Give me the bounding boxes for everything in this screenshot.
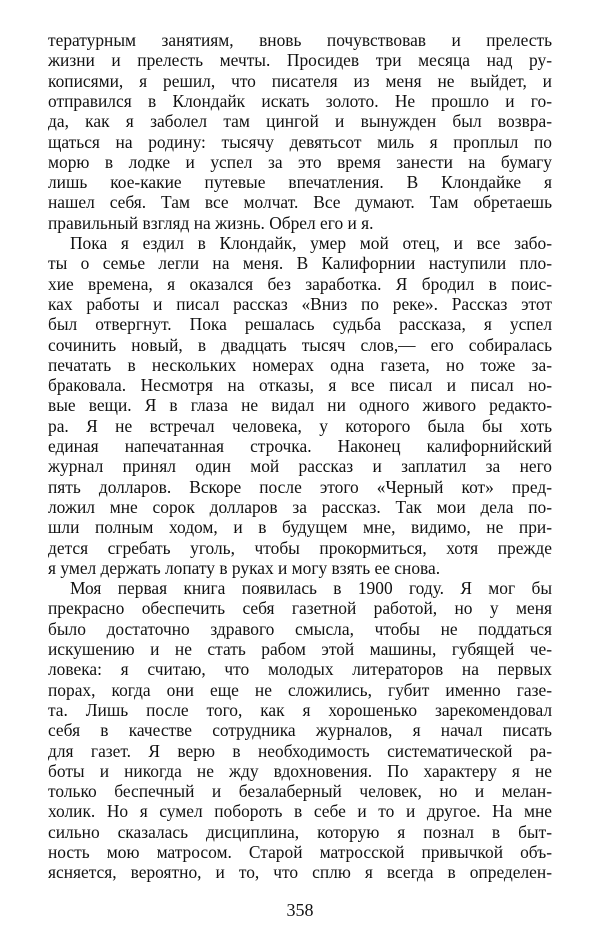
text-line: дется сгребать уголь, чтобы прокормиться, хотя прежде (48, 537, 552, 558)
text-line: та. Лишь после того, как я хорошенько зарекомендовал (48, 699, 552, 720)
text-line: сильно сказалась дисциплина, которую я познал в быт- (48, 821, 552, 842)
text-line: было достаточно здравого смысла, чтобы не поддаться (48, 618, 552, 639)
text-line: только беспечный и безалаберный человек, но и мелан- (48, 781, 552, 802)
text-line: пять долларов. Вскоре после этого «Черный кот» пред- (48, 476, 552, 497)
text-line: морю в лодке и успел за это время занести на бумагу (48, 151, 552, 172)
text-line: я умел держать лопату в руках и могу взять ее снова. (48, 557, 441, 578)
text-line: был отвергнут. Пока решалась судьба рассказа, я успел (48, 314, 552, 335)
page-number: 358 (286, 900, 314, 920)
text-line: себя в качестве сотрудника журналов, я начал писать (48, 720, 552, 741)
text-line: кописями, я решил, что писателя из меня не выйдет, и (48, 70, 552, 91)
text-line: боты и никогда не жду вдохновения. По характеру я не (48, 760, 552, 781)
text-line: порах, когда они еще не сложились, губит именно газе- (48, 679, 552, 700)
text-line: единая напечатанная строчка. Наконец калифорнийский (48, 436, 552, 456)
text-line: ность мою матросом. Старой матросской привычкой объ- (48, 842, 552, 862)
text-line: отправился в Клондайк искать золото. Не прошло и го- (48, 90, 552, 111)
text-line: печатать в нескольких номерах одна газета, но тоже за- (48, 354, 552, 375)
text-line: ясняется, вероятно, и то, что сплю я всегда в определен- (48, 862, 552, 883)
text-line: ты о семье легли на меня. В Калифорнии наступили пло- (48, 253, 552, 274)
text-line: жизни и прелесть мечты. Просидев три месяца над ру- (48, 50, 552, 71)
text-line: холик. Но я сумел побороть в себе и то и другое. На мне (48, 801, 552, 822)
text-line: сочинить новый, в двадцать тысяч слов,— его собиралась (48, 334, 552, 355)
text-line: для газет. Я верю в необходимость систематической ра- (48, 740, 552, 761)
text-line: журнал принял один мой рассказ и заплатил за него (48, 456, 552, 477)
paragraph-first-line: Моя первая книга появилась в 1900 году. Я мог бы (70, 578, 552, 599)
paragraph-first-line: Пока я ездил в Клондайк, умер мой отец, и все забо- (70, 233, 552, 253)
text-line: ловека: я считаю, что молодых литераторов на первых (48, 659, 552, 680)
text-line: вые вещи. Я в глаза не видал ни одного живого редакто- (48, 395, 552, 416)
text-line: нашел себя. Там все молчат. Все думают. Там обретаешь (48, 192, 552, 213)
text-line: искушению и не стать рабом этой машины, губящей че- (48, 639, 552, 659)
text-line: ра. Я не встречал человека, у которого была бы хоть (48, 415, 552, 436)
text-line: лишь кое-какие путевые впечатления. В Клондайке я (48, 172, 552, 193)
text-line: тературным занятиям, вновь почувствовав и прелесть (48, 30, 552, 50)
text-line: прекрасно обеспечить себя газетной работой, но у меня (48, 598, 552, 619)
text-line: браковала. Несмотря на отказы, я все писал и писал но- (48, 375, 552, 396)
text-line: да, как я заболел там цингой и вынужден был возвра- (48, 111, 552, 132)
text-line: ложил мне сорок долларов за рассказ. Так мои дела по- (48, 496, 552, 517)
text-line: щаться на родину: тысячу девятьсот миль я проплыл по (48, 131, 552, 152)
text-line: хие времена, я оказался без заработка. Я бродил в поис- (48, 273, 552, 294)
text-line: ках работы и писал рассказ «Вниз по реке». Рассказ этот (48, 293, 552, 314)
text-line: правильный взгляд на жизнь. Обрел его и я. (48, 212, 374, 233)
text-line: шли полным ходом, и в будущем мне, видимо, не при- (48, 517, 552, 538)
